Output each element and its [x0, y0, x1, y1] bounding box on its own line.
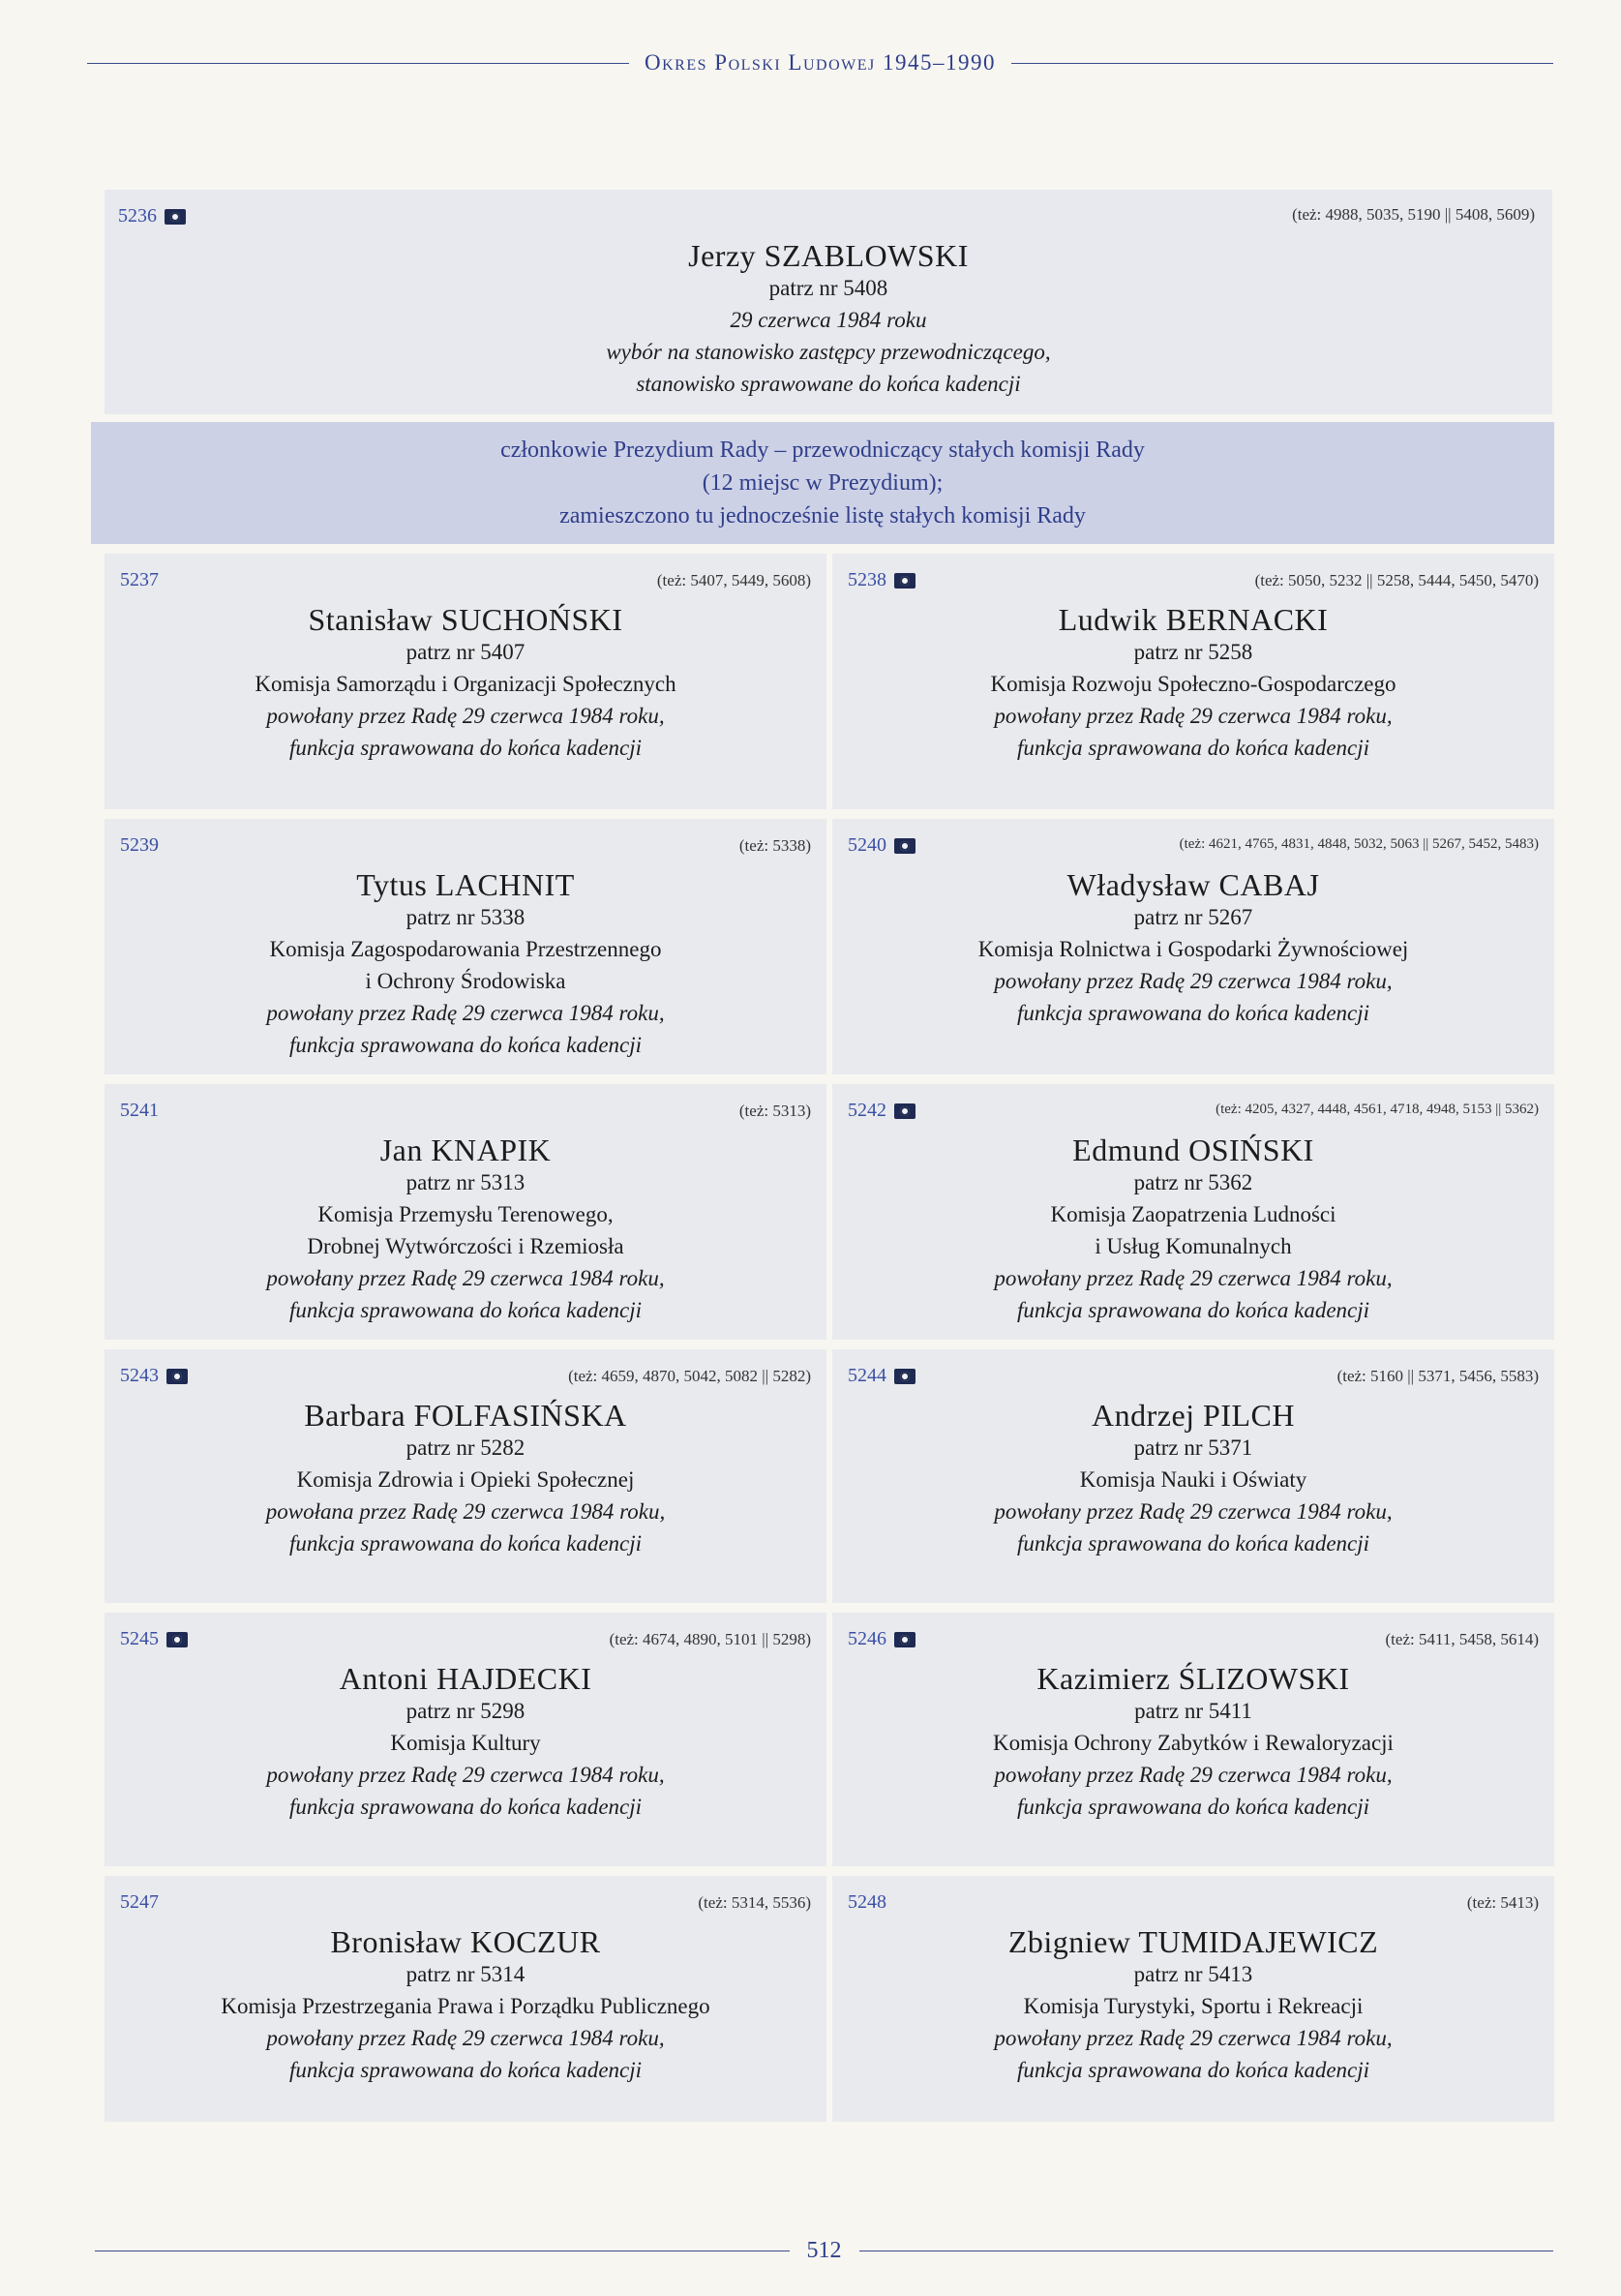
commission-name: Komisja Samorządu i Organizacji Społecznych	[255, 672, 676, 696]
person-name: Tytus LACHNIT	[356, 867, 575, 902]
cross-references: (też: 5413)	[1466, 1893, 1539, 1912]
appointment-line: powołany przez Radę 29 czerwca 1984 roku,	[266, 1763, 665, 1787]
cross-references: (też: 5314, 5536)	[698, 1893, 811, 1912]
entry-number-text: 5245	[120, 1628, 159, 1649]
camera-icon	[166, 1632, 188, 1647]
note-line: wybór na stanowisko zastępcy przewodniczącego,	[606, 340, 1051, 364]
entry-number	[848, 569, 916, 591]
entry-number-text: 5247	[120, 1891, 159, 1913]
see-reference: patrz nr 5408	[768, 276, 888, 300]
person-name: Zbigniew TUMIDAJEWICZ	[1007, 1924, 1379, 1959]
cross-references: (też: 4205, 4327, 4448, 4561, 4718, 4948, 5153 || 5362)	[1216, 1102, 1539, 1117]
person-name: Barbara FOLFASIŃSKA	[304, 1398, 627, 1433]
appointment-line: powołany przez Radę 29 czerwca 1984 roku,	[266, 1001, 665, 1025]
camera-icon	[166, 1369, 188, 1384]
person-name: Kazimierz ŚLIZOWSKI	[1036, 1661, 1350, 1696]
running-head-title: Okres Polski Ludowej 1945–1990	[645, 50, 996, 75]
appointment-line: powołany przez Radę 29 czerwca 1984 roku,	[266, 1266, 665, 1290]
term-line: funkcja sprawowana do końca kadencji	[1016, 2058, 1370, 2082]
entry-number	[118, 205, 186, 227]
appointment-line: powołany przez Radę 29 czerwca 1984 roku,	[994, 969, 1393, 993]
entry-number	[120, 1628, 188, 1650]
entry-5236	[105, 190, 1552, 414]
entry-card	[832, 1613, 1554, 1866]
term-line: funkcja sprawowana do końca kadencji	[1016, 1531, 1370, 1556]
entry-card	[105, 1349, 826, 1603]
person-name: Jerzy SZABLOWSKI	[688, 238, 969, 273]
person-name: Bronisław KOCZUR	[330, 1924, 601, 1959]
entry-number	[120, 834, 159, 857]
commission-name: Komisja Nauki i Oświaty	[1079, 1467, 1307, 1492]
page-number: 512	[806, 2238, 842, 2263]
commission-name: Komisja Rolnictwa i Gospodarki Żywnościowej	[977, 937, 1409, 961]
entry-number	[848, 834, 916, 857]
entry-card	[105, 554, 826, 809]
appointment-line: powołany przez Radę 29 czerwca 1984 roku,	[994, 1499, 1393, 1524]
banner-line: zamieszczono tu jednocześnie listę stałych komisji Rady	[559, 503, 1086, 529]
date-line: 29 czerwca 1984 roku	[730, 308, 927, 332]
divider	[87, 63, 629, 64]
entry-number-text: 5240	[848, 834, 886, 856]
entry-card	[832, 554, 1554, 809]
commission-name: Komisja Przemysłu Terenowego,	[317, 1202, 614, 1226]
section-banner	[91, 422, 1554, 544]
term-line: funkcja sprawowana do końca kadencji	[288, 1795, 643, 1819]
cross-references: (też: 4659, 4870, 5042, 5082 || 5282)	[568, 1367, 811, 1385]
entry-number	[120, 1365, 188, 1387]
entry-number	[120, 569, 159, 591]
cross-references: (też: 5160 || 5371, 5456, 5583)	[1336, 1367, 1539, 1385]
cross-references: (też: 5313)	[738, 1102, 811, 1120]
cross-references: (też: 5338)	[738, 836, 811, 855]
see-reference: patrz nr 5314	[405, 1962, 525, 1986]
note-line: stanowisko sprawowane do końca kadencji	[636, 372, 1021, 396]
see-reference: patrz nr 5298	[405, 1699, 525, 1723]
commission-name: Komisja Kultury	[390, 1731, 541, 1755]
see-reference: patrz nr 5411	[1134, 1699, 1252, 1723]
entry-number-text: 5244	[848, 1365, 886, 1386]
entry-card	[105, 1084, 826, 1340]
appointment-line: powołany przez Radę 29 czerwca 1984 roku,	[994, 2026, 1393, 2050]
cross-references: (też: 4988, 5035, 5190 || 5408, 5609)	[1292, 205, 1535, 224]
entry-number-text: 5248	[848, 1891, 886, 1913]
camera-icon	[894, 1369, 916, 1384]
appointment-line: powołany przez Radę 29 czerwca 1984 roku,	[994, 1763, 1393, 1787]
entry-number-text: 5246	[848, 1628, 886, 1649]
see-reference: patrz nr 5362	[1133, 1170, 1253, 1194]
term-line: funkcja sprawowana do końca kadencji	[1016, 1795, 1370, 1819]
banner-line: (12 miejsc w Prezydium);	[702, 470, 944, 496]
commission-name: i Ochrony Środowiska	[365, 969, 566, 993]
term-line: funkcja sprawowana do końca kadencji	[288, 2058, 643, 2082]
appointment-line: powołany przez Radę 29 czerwca 1984 roku,	[266, 704, 665, 728]
see-reference: patrz nr 5282	[405, 1435, 525, 1460]
see-reference: patrz nr 5267	[1133, 905, 1253, 929]
camera-icon	[894, 1103, 916, 1119]
commission-name: Drobnej Wytwórczości i Rzemiosła	[307, 1234, 624, 1258]
term-line: funkcja sprawowana do końca kadencji	[1016, 736, 1370, 760]
entry-card	[105, 819, 826, 1074]
term-line: funkcja sprawowana do końca kadencji	[288, 1033, 643, 1057]
commission-name: Komisja Ochrony Zabytków i Rewaloryzacji	[993, 1731, 1394, 1755]
camera-icon	[894, 1632, 916, 1647]
entry-number	[848, 1365, 916, 1387]
cross-references: (też: 4674, 4890, 5101 || 5298)	[609, 1630, 811, 1648]
term-line: funkcja sprawowana do końca kadencji	[1016, 1001, 1370, 1025]
entry-number-text: 5238	[848, 569, 886, 590]
cross-references: (też: 4621, 4765, 4831, 4848, 5032, 5063 || 5267, 5452, 5483)	[1179, 836, 1539, 852]
person-name: Ludwik BERNACKI	[1058, 602, 1329, 637]
entry-number-text: 5242	[848, 1100, 886, 1121]
entry-card	[105, 1876, 826, 2122]
entry-number-text: 5236	[118, 205, 157, 227]
entry-number	[848, 1628, 916, 1650]
divider	[1011, 63, 1553, 64]
person-name: Stanisław SUCHOŃSKI	[308, 602, 623, 637]
page-footer	[87, 2238, 1553, 2264]
entry-card	[832, 819, 1554, 1074]
see-reference: patrz nr 5407	[405, 640, 525, 664]
term-line: funkcja sprawowana do końca kadencji	[1016, 1298, 1370, 1322]
appointment-line: powołany przez Radę 29 czerwca 1984 roku,	[266, 2026, 665, 2050]
appointment-line: powołany przez Radę 29 czerwca 1984 roku,	[994, 704, 1393, 728]
see-reference: patrz nr 5338	[405, 905, 525, 929]
entry-number-text: 5239	[120, 834, 159, 856]
commission-name: Komisja Zaopatrzenia Ludności	[1050, 1202, 1336, 1226]
entry-card	[832, 1084, 1554, 1340]
term-line: funkcja sprawowana do końca kadencji	[288, 1531, 643, 1556]
commission-name: Komisja Przestrzegania Prawa i Porządku Publicznego	[221, 1994, 710, 2018]
entry-card	[832, 1876, 1554, 2122]
entry-number-text: 5241	[120, 1100, 159, 1121]
see-reference: patrz nr 5371	[1133, 1435, 1253, 1460]
person-name: Edmund OSIŃSKI	[1072, 1133, 1314, 1167]
entry-number	[120, 1891, 159, 1914]
commission-name: i Usług Komunalnych	[1095, 1234, 1292, 1258]
running-head	[87, 48, 1553, 77]
camera-icon	[894, 838, 916, 854]
see-reference: patrz nr 5313	[405, 1170, 525, 1194]
appointment-line: powołana przez Radę 29 czerwca 1984 roku,	[265, 1499, 666, 1524]
commission-name: Komisja Zagospodarowania Przestrzennego	[269, 937, 662, 961]
camera-icon	[165, 209, 186, 225]
banner-line: członkowie Prezydium Rady – przewodniczący stałych komisji Rady	[500, 438, 1145, 463]
entry-card	[105, 1613, 826, 1866]
entry-card	[832, 1349, 1554, 1603]
entry-number-text: 5237	[120, 569, 159, 590]
appointment-line: powołany przez Radę 29 czerwca 1984 roku,	[994, 1266, 1393, 1290]
see-reference: patrz nr 5413	[1133, 1962, 1253, 1986]
person-name: Andrzej PILCH	[1091, 1398, 1295, 1433]
cross-references: (też: 5411, 5458, 5614)	[1385, 1630, 1539, 1648]
person-name: Jan KNAPIK	[379, 1133, 552, 1167]
commission-name: Komisja Zdrowia i Opieki Społecznej	[296, 1467, 635, 1492]
entry-number-text: 5243	[120, 1365, 159, 1386]
cross-references: (też: 5050, 5232 || 5258, 5444, 5450, 5470)	[1254, 571, 1539, 589]
commission-name: Komisja Turystyki, Sportu i Rekreacji	[1023, 1994, 1364, 2018]
cross-references: (też: 5407, 5449, 5608)	[656, 571, 811, 589]
term-line: funkcja sprawowana do końca kadencji	[288, 736, 643, 760]
person-name: Antoni HAJDECKI	[339, 1661, 592, 1696]
entry-number	[120, 1100, 159, 1122]
see-reference: patrz nr 5258	[1133, 640, 1253, 664]
person-name: Władysław CABAJ	[1066, 867, 1320, 902]
commission-name: Komisja Rozwoju Społeczno-Gospodarczego	[990, 672, 1396, 696]
term-line: funkcja sprawowana do końca kadencji	[288, 1298, 643, 1322]
camera-icon	[894, 573, 916, 589]
entry-number	[848, 1891, 886, 1914]
entry-number	[848, 1100, 916, 1122]
